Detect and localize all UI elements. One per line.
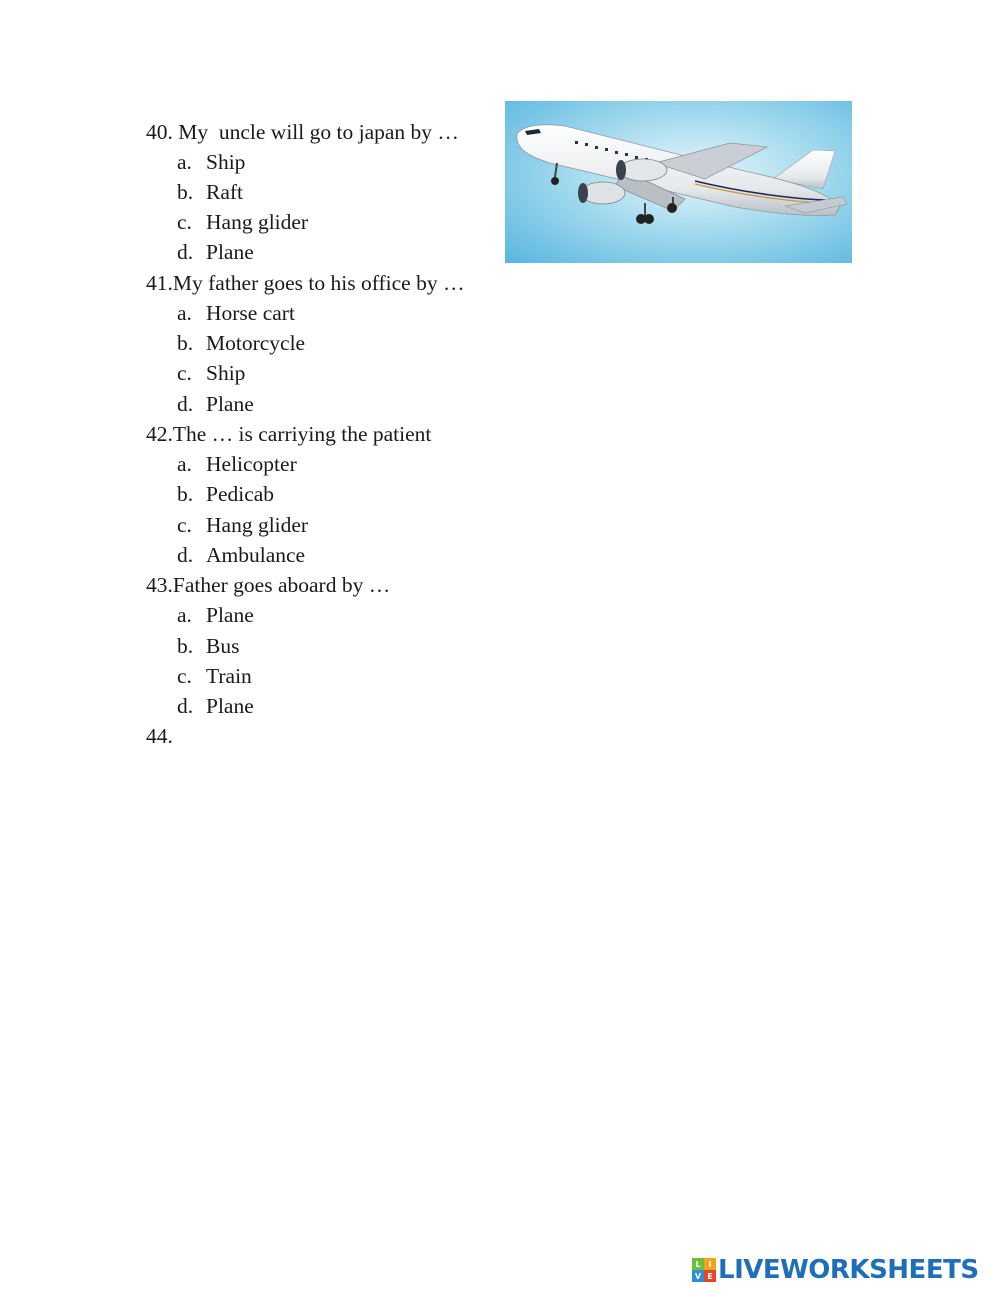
badge-letter-l: L — [692, 1258, 704, 1270]
option-letter: a. — [177, 150, 192, 174]
option-text: Ship — [206, 361, 246, 385]
option-43-a[interactable] — [177, 600, 254, 630]
question-42: 42.The … is carriying the patient — [146, 422, 432, 446]
option-text: Hang glider — [206, 210, 309, 234]
badge-letter-v: V — [692, 1270, 704, 1282]
option-40-c[interactable] — [177, 207, 308, 237]
option-letter: d. — [177, 694, 194, 718]
option-43-d[interactable] — [177, 691, 254, 721]
option-letter: d. — [177, 240, 194, 264]
option-letter: a. — [177, 603, 192, 627]
option-text: Plane — [206, 694, 254, 718]
brand-wordmark: LIVEWORKSHEETS — [718, 1255, 979, 1285]
option-42-b[interactable] — [177, 479, 274, 509]
question-40: 40. My uncle will go to japan by … — [146, 120, 459, 144]
option-letter: b. — [177, 180, 194, 204]
option-40-b[interactable] — [177, 177, 243, 207]
option-40-a[interactable] — [177, 147, 245, 177]
option-text: Train — [206, 664, 252, 688]
option-letter: b. — [177, 482, 194, 506]
option-text: Plane — [206, 240, 254, 264]
airplane-photo — [505, 101, 852, 263]
option-40-d[interactable] — [177, 237, 254, 267]
option-42-d[interactable] — [177, 540, 305, 570]
option-text: Raft — [206, 180, 244, 204]
badge-letter-e: E — [704, 1270, 716, 1282]
option-41-b[interactable] — [177, 328, 305, 358]
option-letter: c. — [177, 210, 192, 234]
option-41-d[interactable] — [177, 389, 254, 419]
option-42-a[interactable] — [177, 449, 297, 479]
option-letter: b. — [177, 331, 194, 355]
option-text: Helicopter — [206, 452, 297, 476]
option-42-c[interactable] — [177, 510, 308, 540]
option-text: Plane — [206, 392, 254, 416]
option-43-c[interactable] — [177, 661, 252, 691]
option-letter: d. — [177, 392, 194, 416]
option-letter: c. — [177, 513, 192, 537]
option-text: Plane — [206, 603, 254, 627]
question-44: 44. — [146, 724, 173, 748]
option-letter: d. — [177, 543, 194, 567]
question-43: 43.Father goes aboard by … — [146, 573, 391, 597]
live-badge-icon — [692, 1258, 716, 1282]
option-text: Ship — [206, 150, 246, 174]
option-text: Hang glider — [206, 513, 309, 537]
option-letter: a. — [177, 301, 192, 325]
option-text: Horse cart — [206, 301, 295, 325]
option-letter: c. — [177, 664, 192, 688]
liveworksheets-logo — [692, 1254, 979, 1286]
option-letter: c. — [177, 361, 192, 385]
option-41-a[interactable] — [177, 298, 295, 328]
option-letter: a. — [177, 452, 192, 476]
badge-letter-i: I — [704, 1258, 716, 1270]
option-letter: b. — [177, 634, 194, 658]
option-text: Ambulance — [206, 543, 306, 567]
option-41-c[interactable] — [177, 358, 245, 388]
option-text: Pedicab — [206, 482, 275, 506]
option-43-b[interactable] — [177, 631, 239, 661]
question-41: 41.My father goes to his office by … — [146, 271, 465, 295]
option-text: Bus — [206, 634, 240, 658]
option-text: Motorcycle — [206, 331, 306, 355]
